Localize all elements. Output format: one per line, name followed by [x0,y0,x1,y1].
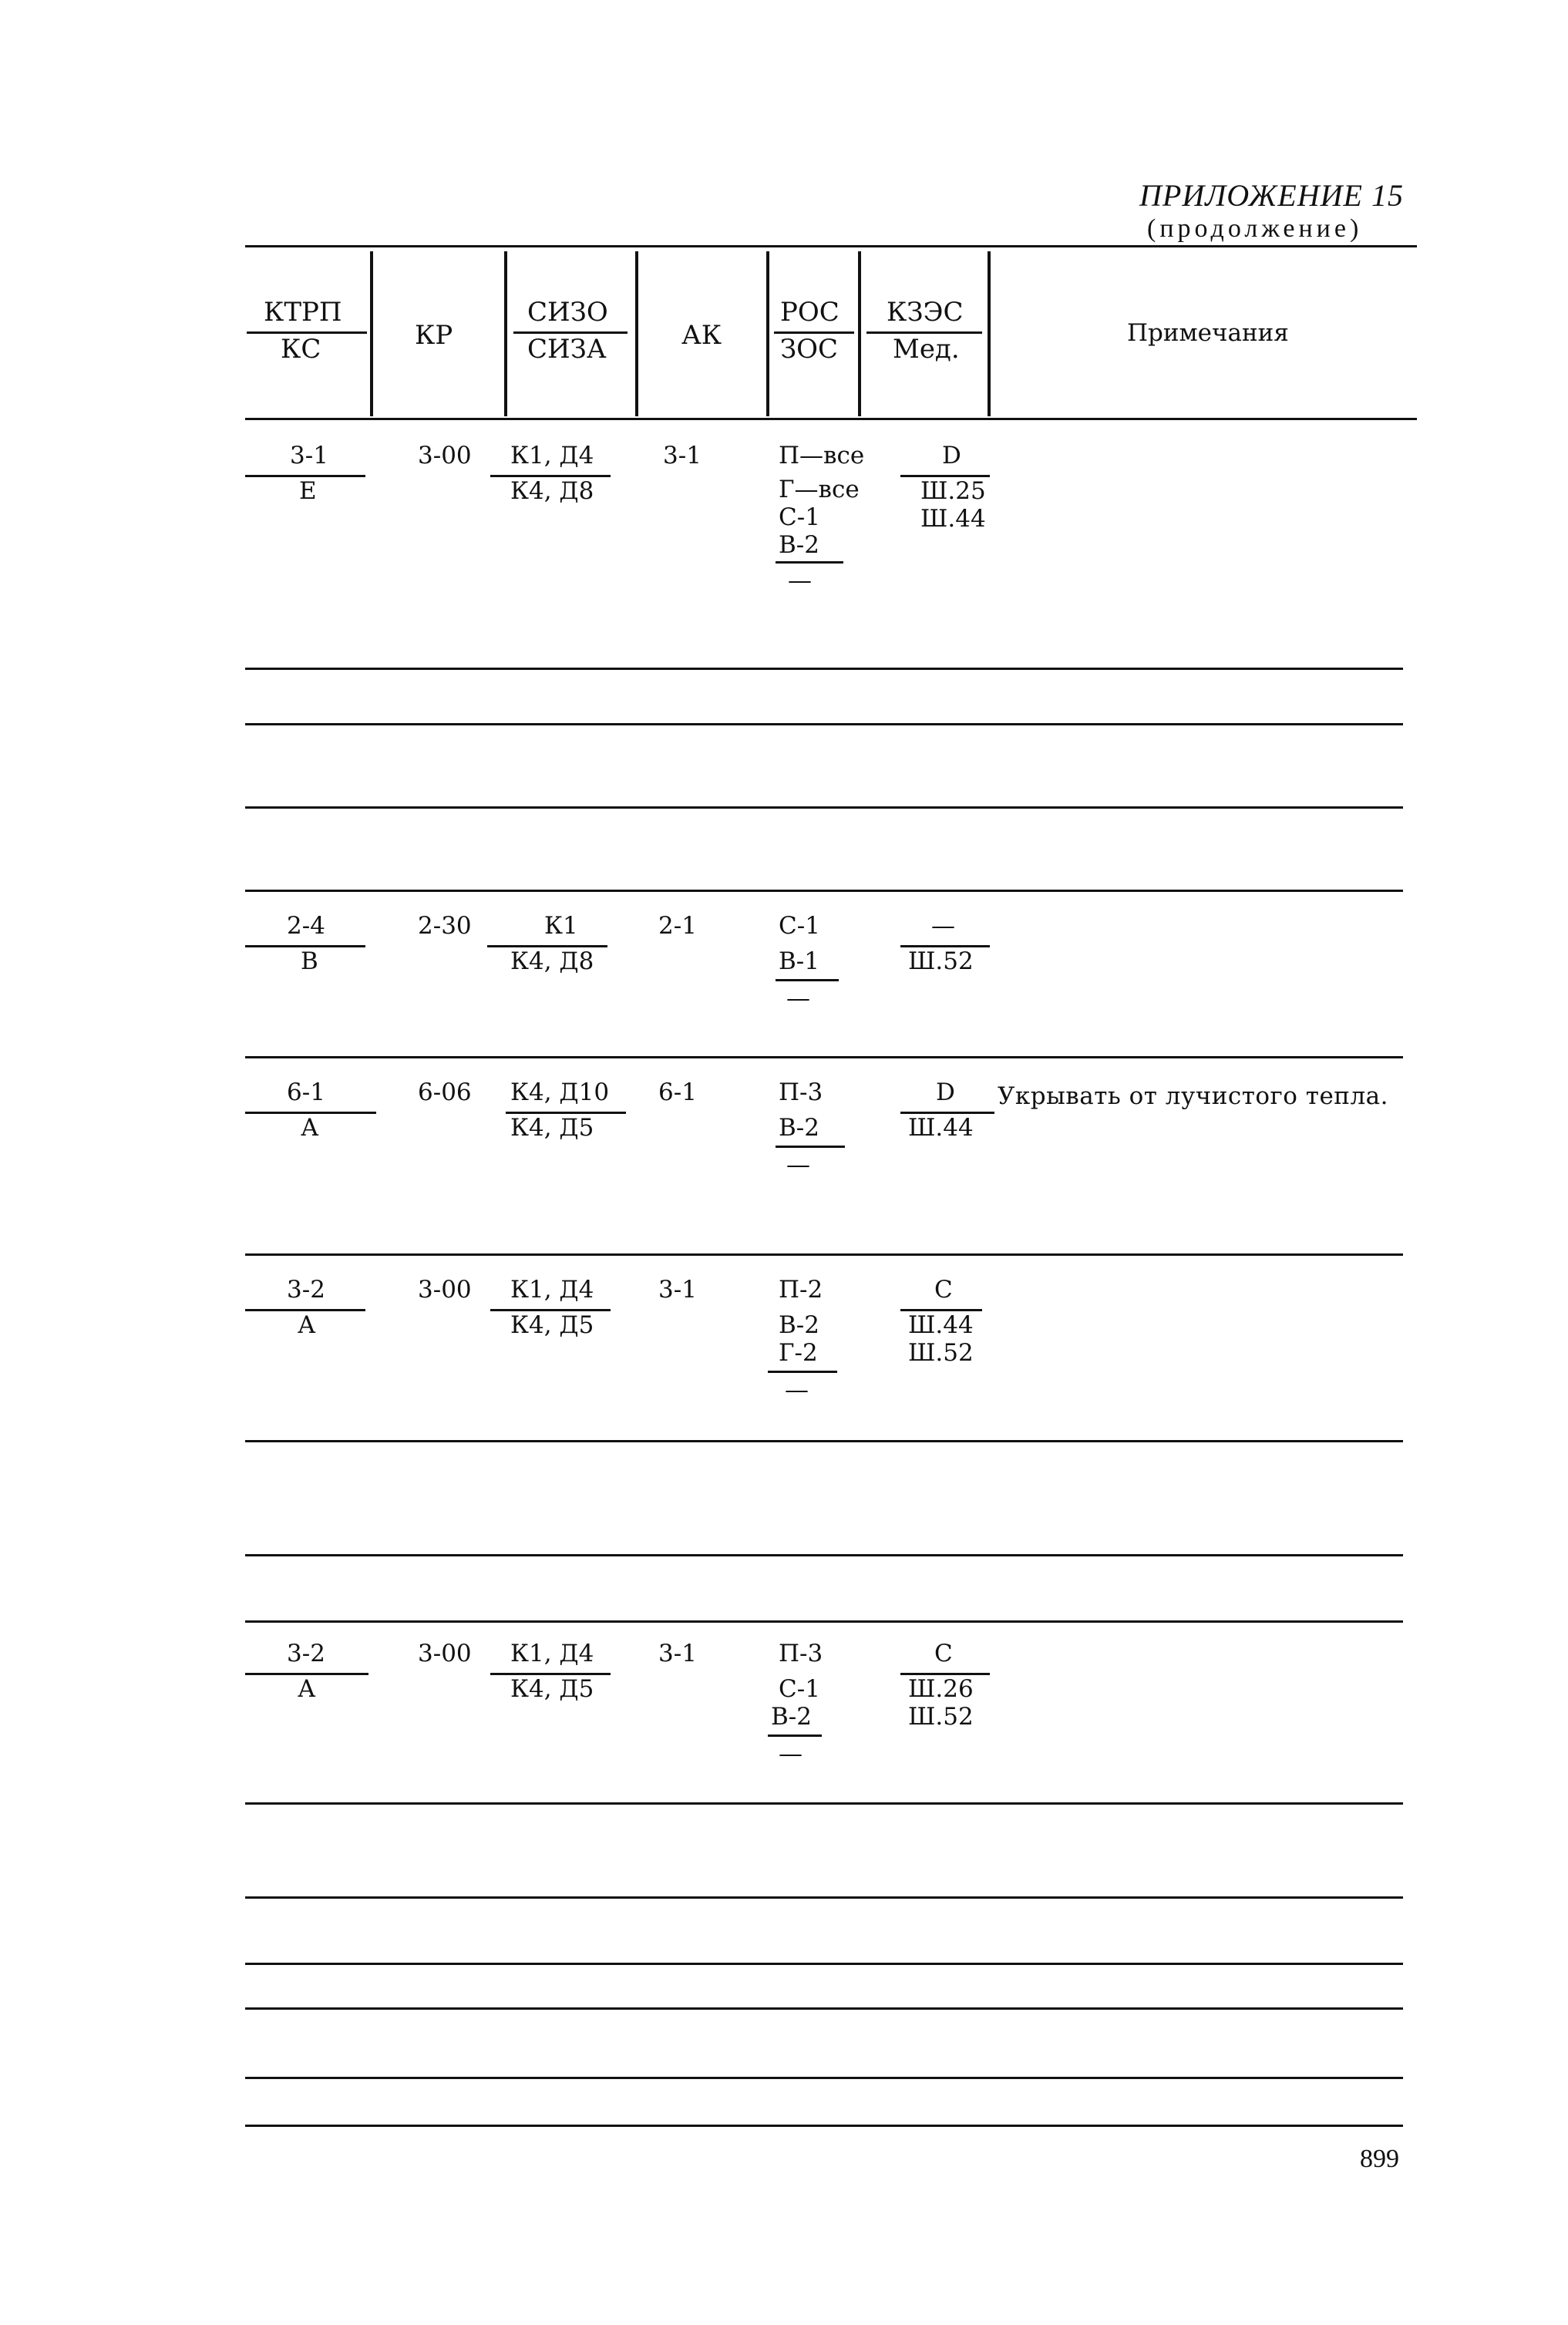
cell-zos: — [786,1151,810,1179]
cell-kr: 3-00 [418,1276,472,1304]
cell-ks: В [301,947,318,975]
cell-ros-line: В-1 [779,947,819,975]
row-separator [245,1802,1403,1805]
cell-ak: 2-1 [658,912,697,940]
cell-ros-line: С-1 [779,912,820,940]
cell-ros-line: П—все [779,442,865,469]
cell-kzes: D [942,442,961,469]
cell-zos: — [785,1376,809,1404]
cell-siza: К4, Д8 [510,477,594,505]
fraction-bar [768,1734,822,1737]
cell-ros-line: П-3 [779,1640,823,1667]
cell-med: Ш.26 [908,1675,974,1703]
header-separator [370,251,373,416]
table-bottom-border [245,2125,1403,2127]
fraction-bar [776,561,843,564]
cell-ros-line: В-2 [779,1114,819,1142]
cell-siza: К4, Д5 [510,1311,594,1339]
row-separator [245,890,1403,892]
fraction-bar [776,979,839,981]
cell-ak: 6-1 [658,1078,697,1106]
cell-ak: 3-1 [658,1640,697,1667]
header-siza: СИЗА [527,334,607,365]
cell-med: Ш.44 [908,1311,974,1339]
appendix-title: ПРИЛОЖЕНИЕ 15 [1139,178,1404,213]
cell-ktrp: 3-1 [290,442,328,469]
header-sizo: СИЗО [527,297,608,328]
cell-ros-line: Г—все [779,476,860,503]
cell-ktrp: 2-4 [287,912,325,940]
cell-sizo: К1, Д4 [510,1640,594,1667]
cell-siza: К4, Д5 [510,1675,594,1703]
cell-ros-line: В-2 [779,531,819,559]
row-separator [245,1896,1403,1899]
row-separator [245,668,1403,670]
cell-sizo: К4, Д10 [510,1078,610,1106]
cell-sizo: К1 [544,912,578,940]
cell-med: Ш.44 [908,1114,974,1142]
cell-ros-line: С-1 [779,1675,820,1703]
header-zos: ЗОС [780,334,839,365]
cell-siza: К4, Д5 [510,1114,594,1142]
appendix-subtitle: (продолжение) [1147,214,1363,243]
cell-kzes: D [936,1078,955,1106]
cell-med: Ш.52 [908,1703,974,1731]
fraction-bar [768,1371,837,1373]
header-notes: Примечания [1127,319,1289,347]
cell-ktrp: 3-2 [287,1276,325,1304]
cell-kzes: — [931,912,955,940]
row-separator [245,1253,1403,1256]
cell-kr: 6-06 [418,1078,472,1106]
cell-ros-line: В-2 [771,1703,812,1731]
cell-ak: 3-1 [663,442,702,469]
header-kzes: КЗЭС [887,297,964,328]
header-ks: КС [281,334,321,365]
row-separator [245,2077,1403,2079]
fraction-bar [776,1146,845,1148]
page-number: 899 [1360,2145,1399,2173]
header-ak: АК [681,320,722,351]
header-ros: РОС [780,297,840,328]
cell-ros-line: Г-2 [779,1339,818,1367]
cell-zos: — [788,567,812,594]
row-separator [245,2007,1403,2010]
header-separator [766,251,769,416]
header-separator [504,251,507,416]
cell-kr: 2-30 [418,912,472,940]
cell-med: Ш.25 [920,477,986,505]
cell-sizo: К1, Д4 [510,442,594,469]
row-separator [245,1554,1403,1556]
row-separator [245,1056,1403,1058]
row-separator [245,1440,1403,1442]
cell-zos: — [779,1740,803,1768]
row-separator [245,806,1403,809]
cell-ktrp: 3-2 [287,1640,325,1667]
table-top-border [245,245,1417,247]
cell-ros-line: П-3 [779,1078,823,1106]
cell-ks: А [298,1675,316,1703]
cell-ks: Е [299,477,317,505]
header-separator [858,251,861,416]
cell-ks: А [301,1114,319,1142]
cell-med: Ш.44 [920,505,986,533]
header-separator [988,251,991,416]
header-ktrp: КТРП [264,297,342,328]
cell-ros-line: С-1 [779,503,820,531]
cell-zos: — [786,984,810,1012]
cell-ak: 3-1 [658,1276,697,1304]
row-separator [245,723,1403,725]
cell-kr: 3-00 [418,1640,472,1667]
row-separator [245,1963,1403,1965]
cell-note: Укрывать от лучистого тепла. [998,1082,1388,1110]
header-kr: КР [415,320,453,351]
cell-ros-line: П-2 [779,1276,823,1304]
header-bottom-border [245,418,1417,420]
cell-kr: 3-00 [418,442,472,469]
cell-kzes: С [934,1640,953,1667]
header-med: Мед. [893,334,960,365]
cell-med: Ш.52 [908,947,974,975]
cell-sizo: К1, Д4 [510,1276,594,1304]
cell-med: Ш.52 [908,1339,974,1367]
cell-ros-line: В-2 [779,1311,819,1339]
row-separator [245,1620,1403,1623]
cell-kzes: С [934,1276,953,1304]
header-separator [635,251,638,416]
cell-siza: К4, Д8 [510,947,594,975]
cell-ktrp: 6-1 [287,1078,325,1106]
cell-ks: А [298,1311,316,1339]
